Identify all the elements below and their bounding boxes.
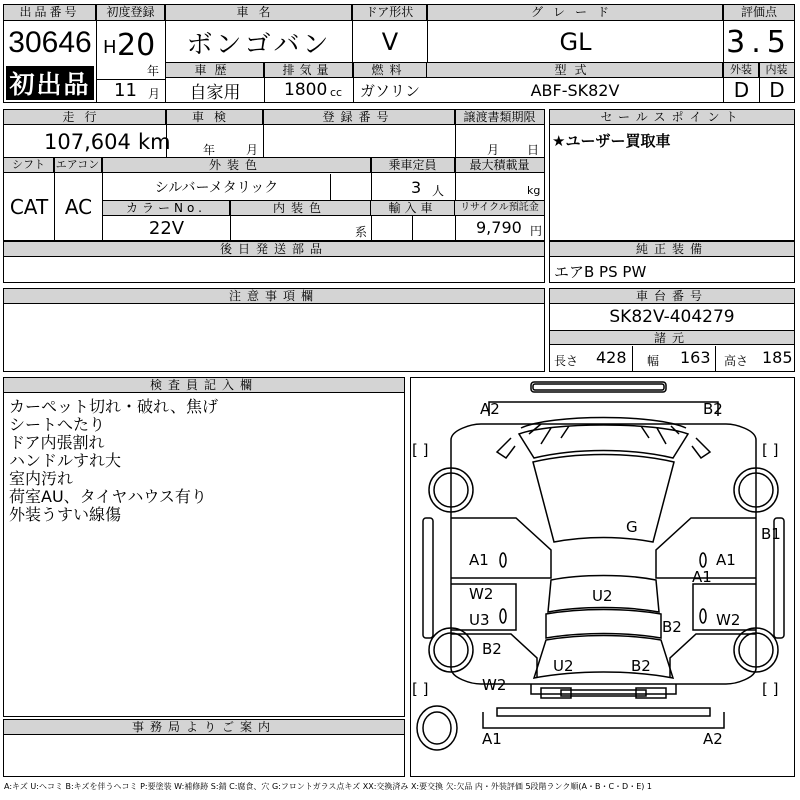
int-color-label: 内装色 [230, 201, 371, 216]
chassis-number: SK82V-404279 [609, 307, 735, 327]
recycle-fee: 9,790 [476, 218, 522, 237]
capacity-label: 乗車定員 [371, 158, 455, 173]
mileage: 107,604 [44, 130, 131, 154]
later-parts-label: 後日発送部品 [4, 242, 544, 257]
spec-label: 諸元 [550, 330, 794, 345]
damage-mark: U3 [469, 611, 490, 629]
exterior-label: 外装 [724, 63, 759, 78]
bracket-left-bottom: [ ] [412, 680, 429, 698]
inspector-line: ドア内張割れ [9, 433, 105, 452]
model: ABF-SK82V [530, 81, 620, 100]
damage-mark: A2 [703, 730, 723, 748]
door-label: ドア形状 [353, 5, 427, 21]
damage-mark: A1 [692, 568, 712, 586]
exterior-grade: D [733, 78, 750, 102]
ext-color-label: 外装色 [102, 158, 371, 173]
car-history: 自家用 [189, 83, 241, 103]
car-name: ボンゴバン [186, 29, 332, 60]
damage-mark: B2 [482, 640, 502, 658]
damage-mark: W2 [469, 585, 494, 603]
shift: CAT [9, 195, 49, 219]
model-label: 型式 [427, 63, 723, 78]
bracket-right-top: [ ] [762, 441, 779, 459]
color-no-label: カラーNo. [103, 201, 230, 216]
damage-mark: B2 [631, 657, 651, 675]
transfer-docs-label: 譲渡書類期限 [455, 110, 544, 125]
damage-mark: A1 [482, 730, 502, 748]
damage-mark: W2 [716, 611, 741, 629]
first-listing-badge: 初出品 [6, 66, 94, 100]
grade-label: グレード [428, 5, 723, 21]
car-name-label: 車名 [166, 5, 352, 21]
notes-label: 注意事項欄 [4, 289, 544, 304]
damage-mark: U2 [553, 657, 574, 675]
inspector-label: 検査員記入欄 [4, 378, 404, 393]
damage-mark: A1 [716, 551, 736, 569]
recycle-unit: 円 [530, 224, 543, 238]
interior-grade: D [769, 78, 785, 102]
recycle-label: リサイクル預託金 [455, 201, 544, 216]
import-label: 輸入車 [371, 201, 455, 216]
inspector-line: 室内汚れ [9, 469, 74, 488]
damage-mark: G [626, 518, 638, 536]
genuine-equipment-label: 純正装備 [550, 242, 794, 257]
inspector-line: 外装うすい線傷 [9, 505, 122, 524]
int-color-unit: 系 [355, 225, 368, 239]
office-label: 事務局よりご案内 [4, 720, 404, 735]
displacement: 1800 [284, 80, 328, 100]
fuel: ガソリン [359, 82, 420, 100]
ext-color: シルバーメタリック [154, 180, 279, 196]
inspection-month-unit: 月 [246, 143, 259, 157]
max-load-label: 最大積載量 [455, 158, 544, 173]
damage-mark: B2 [662, 618, 682, 636]
door-type: V [381, 28, 399, 56]
damage-mark: A1 [469, 551, 489, 569]
fuel-label: 燃料 [353, 63, 427, 78]
damage-diagram [410, 377, 795, 777]
transfer-month-unit: 月 [487, 143, 500, 157]
capacity-unit: 人 [432, 184, 445, 198]
month-unit: 月 [148, 87, 161, 101]
grade: GL [559, 28, 592, 56]
shift-label: シフト [4, 158, 54, 173]
genuine-equipment: エアB PS PW [554, 263, 647, 281]
damage-mark: U2 [592, 587, 613, 605]
damage-mark: B2 [703, 400, 723, 418]
length-label: 長さ [554, 354, 579, 368]
reg-number-label: 登録番号 [263, 110, 455, 125]
inspector-line: シートへたり [9, 415, 106, 434]
height: 185 [762, 348, 793, 367]
chassis-label: 車台番号 [550, 289, 794, 304]
width-label: 幅 [647, 354, 660, 368]
damage-mark: B1 [761, 525, 781, 543]
inspection-label: 車検 [166, 110, 263, 125]
lot-number-label: 出品番号 [4, 5, 96, 21]
displacement-unit: cc [330, 86, 343, 99]
sales-point-text: ★ユーザー買取車 [552, 132, 671, 150]
bracket-left-top: [ ] [412, 441, 429, 459]
sales-point-label: セールスポイント [550, 110, 794, 125]
reg-year: 20 [117, 28, 156, 63]
transfer-day-unit: 日 [527, 143, 540, 157]
year-unit: 年 [147, 64, 160, 78]
interior-label: 内装 [759, 63, 794, 78]
legend: A:キズ U:ヘコミ B:キズを伴うヘコミ P:要塗装 W:補修跡 S:錆 C:腐食、穴 G:フロントガラス点キズ XX:交換済み X:要交換 欠:欠品 内・外装評価 5段階ランク順(A・B・C・D・E) 1 [4, 782, 653, 791]
era-letter: H [103, 37, 117, 58]
max-load-unit: kg [527, 184, 541, 197]
inspector-line: ハンドルすれ大 [9, 451, 122, 470]
ac-label: エアコン [54, 158, 102, 173]
score: 3.5 [726, 24, 792, 60]
mileage-label: 走行 [4, 110, 166, 125]
first-reg-label: 初度登録 [97, 5, 165, 21]
bracket-right-bottom: [ ] [762, 680, 779, 698]
history-label: 車歴 [166, 63, 264, 78]
inspection-year-unit: 年 [203, 143, 216, 157]
color-number: 22V [148, 218, 185, 239]
inspector-line: カーペット切れ・破れ、焦げ [9, 397, 218, 416]
lot-number: 30646 [8, 26, 92, 59]
length: 428 [596, 348, 627, 367]
width: 163 [680, 348, 711, 367]
ac: AC [64, 195, 93, 219]
inspector-line: 荷室AU、タイヤハウス有り [9, 487, 207, 506]
score-label: 評価点 [724, 5, 794, 21]
damage-mark: W2 [482, 676, 507, 694]
capacity: 3 [411, 178, 422, 197]
mileage-unit: km [138, 130, 171, 154]
van-outline [411, 378, 796, 778]
reg-month: 11 [114, 80, 137, 101]
displacement-label: 排気量 [264, 63, 353, 78]
damage-mark: A2 [480, 400, 500, 418]
height-label: 高さ [724, 354, 749, 368]
sales-point-block [549, 109, 795, 241]
